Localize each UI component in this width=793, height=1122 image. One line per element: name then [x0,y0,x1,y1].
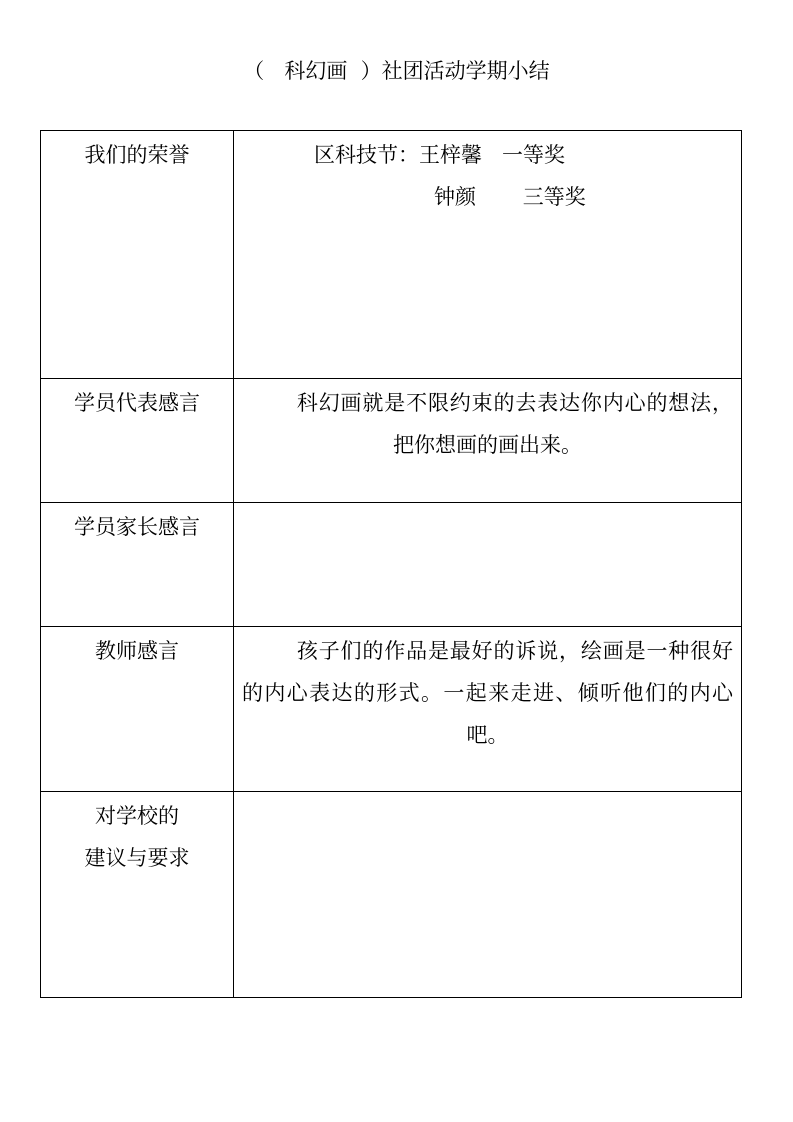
teacher-text: 孩子们的作品是最好的诉说，绘画是一种很好的内心表达的形式。一起来走进、倾听他们的内心吧。 [242,639,733,747]
student-rep-text: 科幻画就是不限约束的去表达你内心的想法，把你想画的画出来。 [296,391,733,457]
page-title: （ 科幻画 ）社团活动学期小结 [243,59,550,83]
teacher-text-block [234,630,741,756]
suggestions-cell [234,792,742,998]
table-row-parent [41,503,742,627]
parent-label: 学员家长感言 [41,503,234,627]
suggestions-label-line-1: 对学校的 [95,804,179,828]
honor-entry-1: 区科技节：王梓馨 一等奖 [314,143,566,167]
honors-label: 我们的荣誉 [41,131,234,379]
suggestions-label [41,792,234,998]
honor-entry-2: 钟颜 三等奖 [434,185,586,209]
suggestions-label-line-2: 建议与要求 [84,846,190,870]
honors-cell [234,131,742,379]
table-row-honors [41,131,742,379]
parent-cell [234,503,742,627]
teacher-cell [234,627,742,792]
table-row-teacher [41,627,742,792]
summary-table [40,130,742,998]
student-rep-cell [234,379,742,503]
student-rep-text-block [234,382,741,466]
student-rep-label: 学员代表感言 [41,379,234,503]
teacher-label: 教师感言 [41,627,234,792]
table-row-student-rep [41,379,742,503]
table-row-suggestions [41,792,742,998]
